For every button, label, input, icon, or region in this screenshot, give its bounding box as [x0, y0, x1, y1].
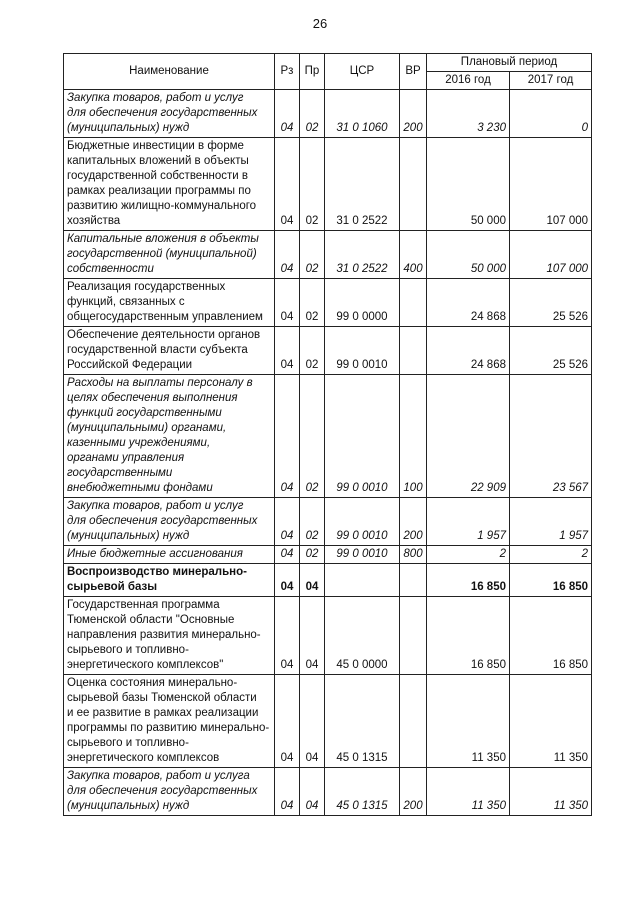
row-vr-cell: 200	[400, 768, 427, 816]
row-csr-cell: 99 0 0000	[325, 279, 400, 327]
budget-table	[63, 53, 592, 816]
row-csr-cell: 31 0 2522	[325, 138, 400, 231]
row-pr-cell: 02	[300, 90, 325, 138]
row-name-cell: Воспроизводство минерально- сырьевой базы	[64, 564, 275, 597]
row-amount-2017-cell: 25 526	[510, 279, 592, 327]
table-row	[64, 279, 592, 327]
row-amount-2017-cell: 25 526	[510, 327, 592, 375]
row-amount-2017-cell: 2	[510, 546, 592, 564]
row-amount-2017-cell: 11 350	[510, 768, 592, 816]
row-name-cell: Закупка товаров, работ и услуг для обеспечения государственных (муниципальных) нужд	[64, 90, 275, 138]
row-amount-2016-cell: 16 850	[427, 597, 510, 675]
header-year-2016: 2016 год	[427, 72, 510, 90]
row-name-cell: Иные бюджетные ассигнования	[64, 546, 275, 564]
row-name-cell: Закупка товаров, работ и услуга для обеспечения государственных (муниципальных) нужд	[64, 768, 275, 816]
row-amount-2016-cell: 11 350	[427, 768, 510, 816]
row-rz-cell: 04	[275, 138, 300, 231]
row-amount-2017-cell: 107 000	[510, 231, 592, 279]
row-vr-cell: 200	[400, 90, 427, 138]
page-number: 26	[312, 16, 328, 31]
row-rz-cell: 04	[275, 375, 300, 498]
row-name-cell: Бюджетные инвестиции в форме капитальных вложений в объекты государственной собственности в рамках реализации программы по развитию жилищно-коммунального хозяйства	[64, 138, 275, 231]
header-year-2017: 2017 год	[510, 72, 592, 90]
row-vr-cell	[400, 597, 427, 675]
row-amount-2016-cell: 22 909	[427, 375, 510, 498]
row-rz-cell: 04	[275, 279, 300, 327]
row-amount-2017-cell: 1 957	[510, 498, 592, 546]
row-amount-2016-cell: 50 000	[427, 231, 510, 279]
table-row	[64, 138, 592, 231]
table-row	[64, 498, 592, 546]
row-pr-cell: 02	[300, 375, 325, 498]
row-amount-2016-cell: 24 868	[427, 279, 510, 327]
row-csr-cell: 99 0 0010	[325, 546, 400, 564]
row-csr-cell: 99 0 0010	[325, 375, 400, 498]
row-csr-cell: 31 0 1060	[325, 90, 400, 138]
header-csr: ЦСР	[325, 54, 400, 90]
table-row	[64, 768, 592, 816]
table-row	[64, 546, 592, 564]
row-rz-cell: 04	[275, 90, 300, 138]
row-vr-cell: 100	[400, 375, 427, 498]
row-name-cell: Обеспечение деятельности органов государственной власти субъекта Российской Федерации	[64, 327, 275, 375]
row-amount-2017-cell: 16 850	[510, 597, 592, 675]
row-vr-cell	[400, 138, 427, 231]
row-pr-cell: 02	[300, 138, 325, 231]
row-rz-cell: 04	[275, 675, 300, 768]
table-header-row	[64, 54, 592, 72]
header-planning-period: Плановый период	[427, 54, 592, 72]
row-csr-cell: 99 0 0010	[325, 327, 400, 375]
row-csr-cell	[325, 564, 400, 597]
row-csr-cell: 45 0 1315	[325, 768, 400, 816]
row-rz-cell: 04	[275, 564, 300, 597]
row-name-cell: Оценка состояния минерально- сырьевой базы Тюменской области и ее развитие в рамках реализации программы по развитию минерально- сырьевого и топливно- энергетического комплексов	[64, 675, 275, 768]
row-rz-cell: 04	[275, 597, 300, 675]
row-name-cell: Капитальные вложения в объекты государственной (муниципальной) собственности	[64, 231, 275, 279]
header-pr: Пр	[300, 54, 325, 90]
header-vr: ВР	[400, 54, 427, 90]
row-pr-cell: 02	[300, 546, 325, 564]
header-rz: Рз	[275, 54, 300, 90]
row-pr-cell: 02	[300, 327, 325, 375]
header-name: Наименование	[64, 54, 275, 90]
row-csr-cell: 45 0 0000	[325, 597, 400, 675]
row-amount-2017-cell: 16 850	[510, 564, 592, 597]
row-rz-cell: 04	[275, 327, 300, 375]
table-row	[64, 597, 592, 675]
row-pr-cell: 04	[300, 768, 325, 816]
table-row	[64, 231, 592, 279]
row-vr-cell	[400, 675, 427, 768]
row-csr-cell: 31 0 2522	[325, 231, 400, 279]
row-vr-cell	[400, 564, 427, 597]
row-amount-2017-cell: 23 567	[510, 375, 592, 498]
row-amount-2017-cell: 0	[510, 90, 592, 138]
row-name-cell: Государственная программа Тюменской области "Основные направления развития минерально- сырьевого и топливно- энергетического комплексов"	[64, 597, 275, 675]
row-vr-cell	[400, 279, 427, 327]
row-vr-cell: 200	[400, 498, 427, 546]
row-rz-cell: 04	[275, 231, 300, 279]
row-name-cell: Расходы на выплаты персоналу в целях обеспечения выполнения функций государственными (муниципальными) органами, казенными учреждениями, органами управления государственными внебюджетными фондами	[64, 375, 275, 498]
table-row	[64, 375, 592, 498]
row-pr-cell: 02	[300, 498, 325, 546]
row-amount-2016-cell: 1 957	[427, 498, 510, 546]
row-csr-cell: 99 0 0010	[325, 498, 400, 546]
row-rz-cell: 04	[275, 498, 300, 546]
row-pr-cell: 04	[300, 675, 325, 768]
row-amount-2016-cell: 16 850	[427, 564, 510, 597]
row-name-cell: Закупка товаров, работ и услуг для обеспечения государственных (муниципальных) нужд	[64, 498, 275, 546]
row-rz-cell: 04	[275, 768, 300, 816]
row-csr-cell: 45 0 1315	[325, 675, 400, 768]
row-amount-2016-cell: 50 000	[427, 138, 510, 231]
row-amount-2016-cell: 2	[427, 546, 510, 564]
row-amount-2016-cell: 24 868	[427, 327, 510, 375]
row-vr-cell	[400, 327, 427, 375]
table-row	[64, 327, 592, 375]
row-rz-cell: 04	[275, 546, 300, 564]
row-pr-cell: 02	[300, 231, 325, 279]
row-pr-cell: 02	[300, 279, 325, 327]
row-name-cell: Реализация государственных функций, связанных с общегосударственным управлением	[64, 279, 275, 327]
row-amount-2016-cell: 3 230	[427, 90, 510, 138]
row-pr-cell: 04	[300, 564, 325, 597]
row-vr-cell: 400	[400, 231, 427, 279]
row-vr-cell: 800	[400, 546, 427, 564]
row-pr-cell: 04	[300, 597, 325, 675]
row-amount-2016-cell: 11 350	[427, 675, 510, 768]
table-row	[64, 564, 592, 597]
row-amount-2017-cell: 107 000	[510, 138, 592, 231]
table-row	[64, 90, 592, 138]
row-amount-2017-cell: 11 350	[510, 675, 592, 768]
table-row	[64, 675, 592, 768]
